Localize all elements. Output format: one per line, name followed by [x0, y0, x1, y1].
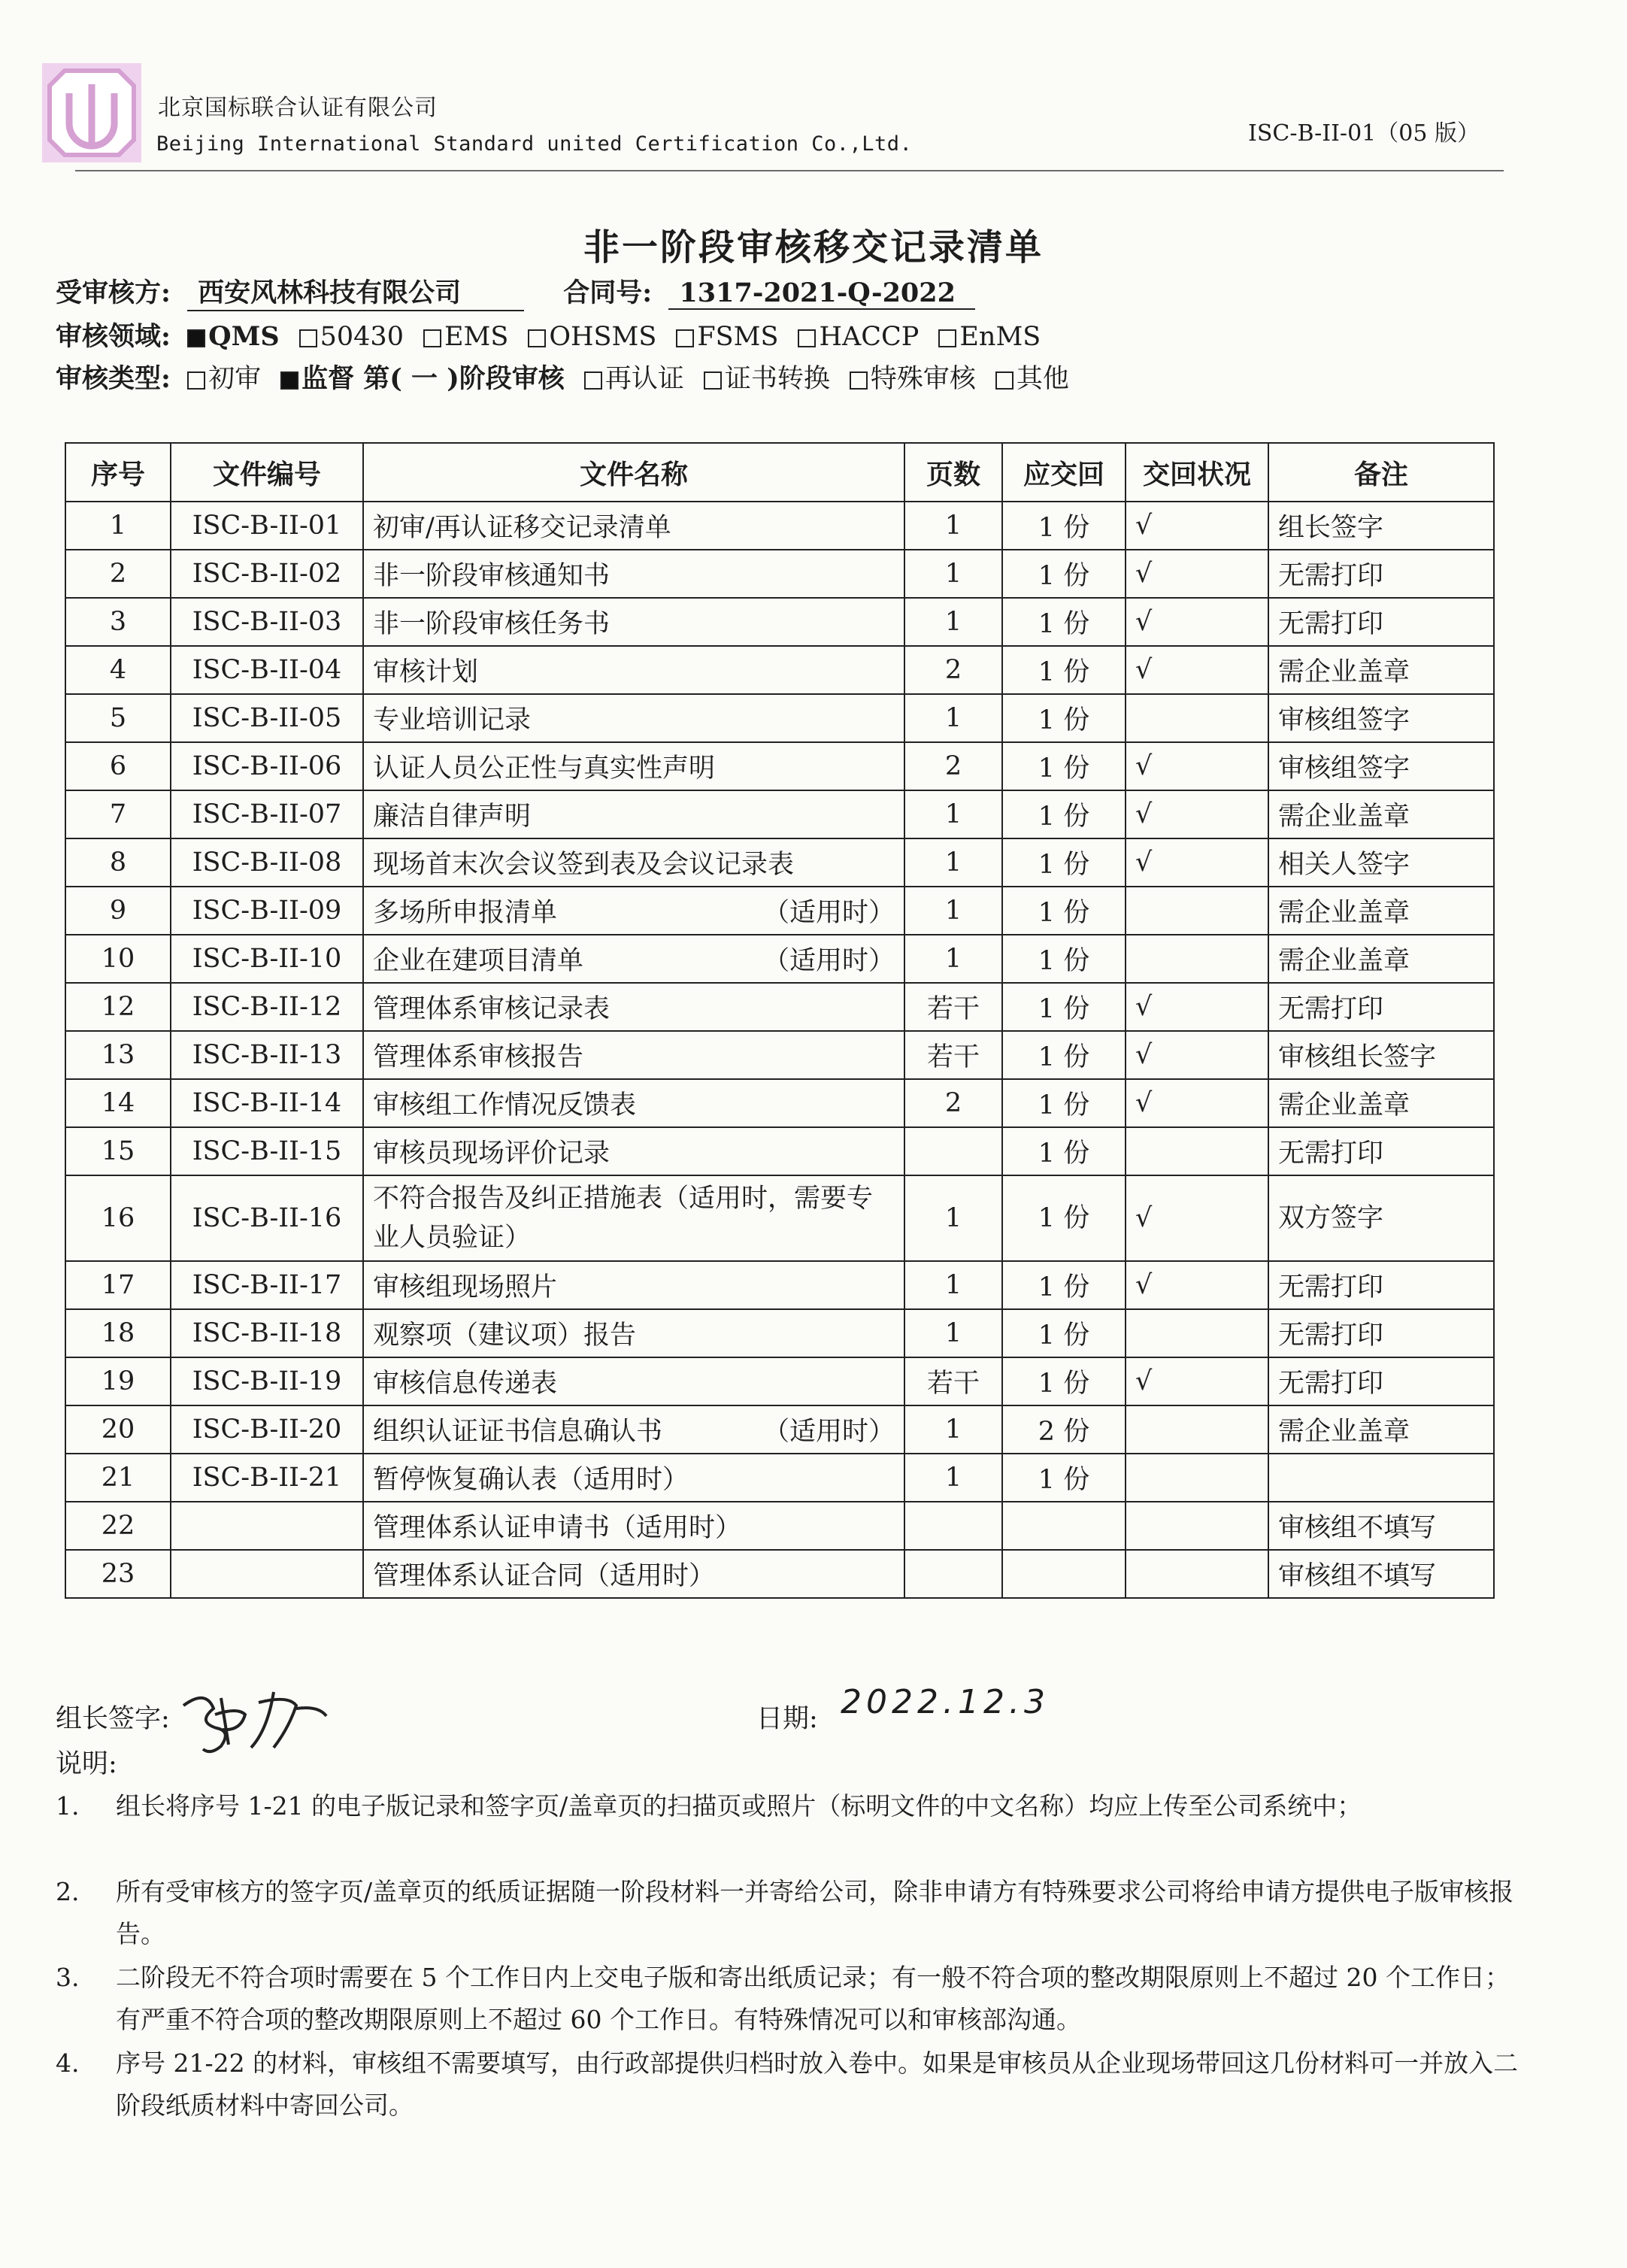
cell-pages: 1	[904, 1405, 1002, 1454]
cell-pages: 若干	[904, 1031, 1002, 1079]
file-name: 管理体系审核报告	[373, 1042, 584, 1072]
cell-copies: 1 份	[1002, 598, 1126, 646]
file-name: 现场首末次会议签到表及会议记录表	[373, 850, 795, 880]
table-row	[65, 502, 1494, 550]
audit_domain-option[interactable]	[938, 322, 1041, 352]
cell-remark: 审核组长签字	[1268, 1031, 1494, 1079]
option-label: 特殊审核	[870, 364, 976, 394]
note-2: 2. 所有受审核方的签字页/盖章页的纸质证据随一阶段材料一并寄给公司，除非申请方有特殊要求公司将给申请方提供电子版审核报告。	[56, 1877, 1514, 1948]
option-label: 证书转换	[724, 364, 830, 394]
table-row	[65, 935, 1494, 983]
cell-code: ISC-B-II-17	[171, 1261, 363, 1309]
cell-name	[363, 983, 904, 1031]
cell-copies: 1 份	[1002, 550, 1126, 598]
table-header-row	[65, 443, 1494, 502]
cell-name	[363, 646, 904, 694]
option-label: HACCP	[819, 322, 920, 352]
document-title: 非一阶段审核移交记录清单	[583, 226, 1044, 268]
cell-remark: 无需打印	[1268, 1357, 1494, 1405]
cell-copies: 1 份	[1002, 1357, 1126, 1405]
auditee-label: 受审核方:	[56, 277, 171, 308]
cell-copies: 1 份	[1002, 1127, 1126, 1175]
col-header-name: 文件名称	[363, 443, 904, 502]
cell-code: ISC-B-II-19	[171, 1357, 363, 1405]
cell-status: √	[1126, 983, 1268, 1031]
file-name: 审核组工作情况反馈表	[373, 1090, 637, 1120]
cell-code: ISC-B-II-16	[171, 1175, 363, 1261]
file-name: 非一阶段审核通知书	[373, 561, 611, 591]
cell-no: 4	[65, 646, 171, 694]
col-header-no: 序号	[65, 443, 171, 502]
cell-no: 5	[65, 694, 171, 742]
table-row	[65, 646, 1494, 694]
table-row	[65, 1261, 1494, 1309]
file-name: 审核信息传递表	[373, 1369, 558, 1399]
table-row	[65, 1309, 1494, 1357]
cell-remark: 相关人签字	[1268, 838, 1494, 887]
cell-name	[363, 1502, 904, 1550]
cell-pages: 1	[904, 935, 1002, 983]
file-name: 不符合报告及纠正措施表（适用时，需要专业人员验证）	[373, 1184, 874, 1253]
cell-name	[363, 838, 904, 887]
cell-status: √	[1126, 1031, 1268, 1079]
cell-status: √	[1126, 550, 1268, 598]
cell-no: 12	[65, 983, 171, 1031]
cell-copies	[1002, 1502, 1126, 1550]
cell-pages: 1	[904, 1309, 1002, 1357]
table-row	[65, 1454, 1494, 1502]
cell-no: 6	[65, 742, 171, 790]
checkbox-empty-icon[interactable]	[704, 371, 722, 390]
cell-copies: 1 份	[1002, 983, 1126, 1031]
cell-code: ISC-B-II-05	[171, 694, 363, 742]
cell-copies: 1 份	[1002, 935, 1126, 983]
checkbox-empty-icon[interactable]	[676, 329, 694, 347]
cell-code: ISC-B-II-06	[171, 742, 363, 790]
cell-code: ISC-B-II-18	[171, 1309, 363, 1357]
cell-remark: 无需打印	[1268, 598, 1494, 646]
table-row	[65, 790, 1494, 838]
cell-pages: 1	[904, 790, 1002, 838]
cell-remark: 无需打印	[1268, 1309, 1494, 1357]
table-row	[65, 838, 1494, 887]
checkbox-empty-icon[interactable]	[798, 329, 816, 347]
cell-name	[363, 1079, 904, 1127]
cell-remark: 需企业盖章	[1268, 790, 1494, 838]
file-name: 暂停恢复确认表（适用时）	[373, 1465, 689, 1495]
cell-no: 19	[65, 1357, 171, 1405]
note-1: 1. 组长将序号 1-21 的电子版记录和签字页/盖章页的扫描页或照片（标明文件的中文名称）均应上传至公司系统中；	[56, 1791, 1362, 1821]
cell-name	[363, 887, 904, 935]
cell-pages: 1	[904, 694, 1002, 742]
cell-no: 10	[65, 935, 171, 983]
cell-remark: 需企业盖章	[1268, 887, 1494, 935]
cell-remark: 双方签字	[1268, 1175, 1494, 1261]
cell-remark: 组长签字	[1268, 502, 1494, 550]
cell-status: √	[1126, 838, 1268, 887]
cell-copies: 1 份	[1002, 1309, 1126, 1357]
cell-copies: 1 份	[1002, 1175, 1126, 1261]
cell-remark: 审核组不填写	[1268, 1502, 1494, 1550]
cell-remark: 需企业盖章	[1268, 1405, 1494, 1454]
cell-copies: 1 份	[1002, 838, 1126, 887]
cell-copies: 1 份	[1002, 1261, 1126, 1309]
cell-name	[363, 790, 904, 838]
col-header-remark: 备注	[1268, 443, 1494, 502]
cell-pages	[904, 1127, 1002, 1175]
audit_type-option[interactable]	[280, 363, 565, 394]
cell-pages: 1	[904, 1175, 1002, 1261]
cell-name	[363, 1357, 904, 1405]
checkbox-empty-icon[interactable]	[584, 371, 602, 390]
file-name: 多场所申报清单	[373, 898, 558, 928]
table-row	[65, 1502, 1494, 1550]
cell-pages: 2	[904, 742, 1002, 790]
contract-label: 合同号:	[563, 277, 653, 308]
cell-name	[363, 550, 904, 598]
table-row	[65, 694, 1494, 742]
cell-remark: 需企业盖章	[1268, 935, 1494, 983]
col-header-pages: 页数	[904, 443, 1002, 502]
cell-code: ISC-B-II-09	[171, 887, 363, 935]
cell-pages: 1	[904, 838, 1002, 887]
table-row	[65, 1550, 1494, 1598]
contract-value: 1317-2021-Q-2022	[668, 277, 975, 310]
checkbox-empty-icon[interactable]	[187, 371, 205, 390]
file-name: 组织认证证书信息确认书	[373, 1417, 663, 1447]
cell-code: ISC-B-II-14	[171, 1079, 363, 1127]
auditee-value: 西安风林科技有限公司	[187, 272, 524, 311]
table-row	[65, 983, 1494, 1031]
option-label: 其他	[1016, 364, 1069, 394]
audit_domain-option[interactable]	[299, 322, 404, 352]
audit-domain-line	[56, 316, 1060, 353]
cell-code: ISC-B-II-03	[171, 598, 363, 646]
date-label: 日期:	[756, 1704, 818, 1734]
file-condition: （适用时）	[762, 946, 895, 976]
cell-no: 17	[65, 1261, 171, 1309]
cell-name	[363, 1550, 904, 1598]
cell-pages: 1	[904, 1261, 1002, 1309]
cell-status: √	[1126, 598, 1268, 646]
cell-remark: 需企业盖章	[1268, 1079, 1494, 1127]
cell-status: √	[1126, 742, 1268, 790]
cell-copies: 1 份	[1002, 694, 1126, 742]
cell-pages: 1	[904, 1454, 1002, 1502]
cell-remark: 需企业盖章	[1268, 646, 1494, 694]
cell-status	[1126, 1405, 1268, 1454]
cell-status: √	[1126, 790, 1268, 838]
cell-name	[363, 935, 904, 983]
cell-status: √	[1126, 1175, 1268, 1261]
cell-no: 8	[65, 838, 171, 887]
option-label: FSMS	[697, 322, 779, 352]
cell-status: √	[1126, 502, 1268, 550]
cell-code: ISC-B-II-08	[171, 838, 363, 887]
file-name: 廉洁自律声明	[373, 802, 532, 832]
table-row	[65, 1175, 1494, 1261]
note-4: 4. 序号 21-22 的材料，审核组不需要填写，由行政部提供归档时放入卷中。如果是审核员从企业现场带回这几份材料可一并放入二阶段纸质材料中寄回公司。	[56, 2048, 1519, 2120]
cell-code	[171, 1502, 363, 1550]
cell-pages: 1	[904, 598, 1002, 646]
checkbox-empty-icon[interactable]	[995, 371, 1013, 390]
audit_type-option[interactable]	[704, 364, 830, 394]
cell-no: 18	[65, 1309, 171, 1357]
option-label: OHSMS	[549, 322, 657, 352]
cell-name	[363, 1261, 904, 1309]
company-name-en: Beijing International Standard united Certification Co.,Ltd.	[156, 132, 913, 156]
cell-code: ISC-B-II-10	[171, 935, 363, 983]
audit_type-option[interactable]	[187, 364, 261, 394]
audit-type-label: 审核类型:	[56, 363, 171, 394]
cell-remark: 无需打印	[1268, 983, 1494, 1031]
cell-no: 1	[65, 502, 171, 550]
cell-pages: 2	[904, 1079, 1002, 1127]
cell-remark: 审核组不填写	[1268, 1550, 1494, 1598]
cell-code: ISC-B-II-15	[171, 1127, 363, 1175]
cell-remark: 审核组签字	[1268, 694, 1494, 742]
cell-pages: 1	[904, 887, 1002, 935]
document-code: ISC-B-II-01（05 版）	[1248, 120, 1480, 147]
audit-type-line	[56, 358, 1089, 396]
cell-pages: 1	[904, 550, 1002, 598]
table-row	[65, 1357, 1494, 1405]
cell-copies: 1 份	[1002, 646, 1126, 694]
cell-remark: 无需打印	[1268, 1261, 1494, 1309]
checkbox-empty-icon[interactable]	[528, 329, 546, 347]
file-name: 审核员现场评价记录	[373, 1139, 611, 1169]
cell-no: 14	[65, 1079, 171, 1127]
cell-status: √	[1126, 1261, 1268, 1309]
option-label: EMS	[444, 322, 509, 352]
checkbox-empty-icon[interactable]	[423, 329, 441, 347]
note-3: 3. 二阶段无不符合项时需要在 5 个工作日内上交电子版和寄出纸质记录；有一般不符合项的整改期限原则上不超过 20 个工作日；有严重不符合项的整改期限原则上不超过 60 个工作日。有特殊情况可以和审核部沟通。	[56, 1963, 1510, 2034]
cell-pages	[904, 1502, 1002, 1550]
audit_type-option[interactable]	[995, 364, 1069, 394]
cell-copies: 1 份	[1002, 1454, 1126, 1502]
option-label: 初审	[208, 364, 262, 394]
cell-name	[363, 1405, 904, 1454]
cell-name	[363, 694, 904, 742]
table-row	[65, 1031, 1494, 1079]
cell-copies: 1 份	[1002, 742, 1126, 790]
option-label: QMS	[208, 321, 280, 352]
cell-code: ISC-B-II-20	[171, 1405, 363, 1454]
cell-no: 15	[65, 1127, 171, 1175]
header-divider	[75, 170, 1504, 171]
cell-name	[363, 502, 904, 550]
checkbox-empty-icon[interactable]	[938, 329, 956, 347]
cell-name	[363, 1175, 904, 1261]
company-name-cn: 北京国标联合认证有限公司	[158, 95, 438, 121]
audit_type-option[interactable]	[584, 364, 684, 394]
option-label: 再认证	[604, 364, 684, 394]
auditee-line	[56, 272, 975, 311]
file-name: 管理体系认证申请书（适用时）	[373, 1513, 742, 1543]
cell-name	[363, 1031, 904, 1079]
signature-label: 组长签字:	[56, 1704, 170, 1734]
date-value: 2022.12.3	[841, 1683, 1050, 1721]
option-label: 50430	[320, 322, 404, 352]
file-name: 认证人员公正性与真实性声明	[373, 753, 716, 784]
cell-copies: 1 份	[1002, 887, 1126, 935]
file-name: 审核计划	[373, 657, 479, 687]
cell-code: ISC-B-II-01	[171, 502, 363, 550]
cell-no: 22	[65, 1502, 171, 1550]
cell-status	[1126, 1550, 1268, 1598]
cell-no: 7	[65, 790, 171, 838]
cell-copies: 1 份	[1002, 502, 1126, 550]
checkbox-empty-icon[interactable]	[299, 329, 317, 347]
cell-remark: 审核组签字	[1268, 742, 1494, 790]
cell-copies	[1002, 1550, 1126, 1598]
table-row	[65, 550, 1494, 598]
cell-no: 2	[65, 550, 171, 598]
cell-status: √	[1126, 1079, 1268, 1127]
cell-status	[1126, 935, 1268, 983]
cell-no: 9	[65, 887, 171, 935]
cell-status	[1126, 887, 1268, 935]
checkbox-empty-icon[interactable]	[850, 371, 868, 390]
cell-remark: 无需打印	[1268, 550, 1494, 598]
file-name: 管理体系审核记录表	[373, 994, 611, 1024]
cell-remark	[1268, 1454, 1494, 1502]
cell-no: 3	[65, 598, 171, 646]
audit_domain-option[interactable]	[187, 321, 280, 352]
checkbox-checked-icon[interactable]	[187, 329, 205, 347]
cell-no: 23	[65, 1550, 171, 1598]
cell-name	[363, 1454, 904, 1502]
cell-copies: 1 份	[1002, 790, 1126, 838]
cell-code: ISC-B-II-13	[171, 1031, 363, 1079]
cell-pages: 若干	[904, 1357, 1002, 1405]
cell-code: ISC-B-II-02	[171, 550, 363, 598]
cell-code: ISC-B-II-04	[171, 646, 363, 694]
cell-status	[1126, 1502, 1268, 1550]
table-row	[65, 1079, 1494, 1127]
file-name: 初审/再认证移交记录清单	[373, 513, 671, 543]
cell-pages: 若干	[904, 983, 1002, 1031]
cell-pages: 2	[904, 646, 1002, 694]
cell-code	[171, 1550, 363, 1598]
option-label: EnMS	[959, 322, 1041, 352]
file-name: 非一阶段审核任务书	[373, 609, 611, 639]
handover-table	[65, 442, 1495, 1599]
file-name: 企业在建项目清单	[373, 946, 584, 976]
checkbox-checked-icon[interactable]	[280, 371, 298, 390]
col-header-code: 文件编号	[171, 443, 363, 502]
option-label: 监督 第( 一 )阶段审核	[301, 363, 565, 394]
cell-no: 13	[65, 1031, 171, 1079]
table-row	[65, 742, 1494, 790]
cell-no: 16	[65, 1175, 171, 1261]
cell-no: 20	[65, 1405, 171, 1454]
table-row	[65, 598, 1494, 646]
table-row	[65, 887, 1494, 935]
col-header-copies: 应交回	[1002, 443, 1126, 502]
cell-status: √	[1126, 1357, 1268, 1405]
audit_domain-option[interactable]	[528, 322, 656, 352]
cell-status: √	[1126, 646, 1268, 694]
cell-copies: 1 份	[1002, 1079, 1126, 1127]
cell-copies: 2 份	[1002, 1405, 1126, 1454]
cell-name	[363, 1127, 904, 1175]
table-row	[65, 1127, 1494, 1175]
audit_domain-option[interactable]	[798, 322, 919, 352]
cell-pages	[904, 1550, 1002, 1598]
file-condition: （适用时）	[762, 1417, 895, 1447]
company-logo	[39, 60, 144, 165]
file-name: 审核组现场照片	[373, 1272, 558, 1302]
audit_domain-option[interactable]	[423, 322, 508, 352]
cell-name	[363, 742, 904, 790]
cell-copies: 1 份	[1002, 1031, 1126, 1079]
cell-status	[1126, 1309, 1268, 1357]
cell-name	[363, 598, 904, 646]
cell-status	[1126, 1127, 1268, 1175]
file-condition: （适用时）	[762, 898, 895, 928]
audit_type-option[interactable]	[850, 364, 976, 394]
cell-code: ISC-B-II-12	[171, 983, 363, 1031]
audit_domain-option[interactable]	[676, 322, 778, 352]
file-name: 专业培训记录	[373, 705, 532, 735]
col-header-status: 交回状况	[1126, 443, 1268, 502]
cell-pages: 1	[904, 502, 1002, 550]
cell-name	[363, 1309, 904, 1357]
cell-status	[1126, 694, 1268, 742]
notes-label: 说明:	[56, 1749, 117, 1779]
cell-code: ISC-B-II-21	[171, 1454, 363, 1502]
cell-no: 21	[65, 1454, 171, 1502]
leader-signature	[168, 1675, 349, 1758]
table-row	[65, 1405, 1494, 1454]
file-name: 观察项（建议项）报告	[373, 1320, 637, 1351]
cell-remark: 无需打印	[1268, 1127, 1494, 1175]
cell-code: ISC-B-II-07	[171, 790, 363, 838]
cell-status	[1126, 1454, 1268, 1502]
file-name: 管理体系认证合同（适用时）	[373, 1561, 716, 1591]
audit-domain-label: 审核领域:	[56, 321, 171, 352]
